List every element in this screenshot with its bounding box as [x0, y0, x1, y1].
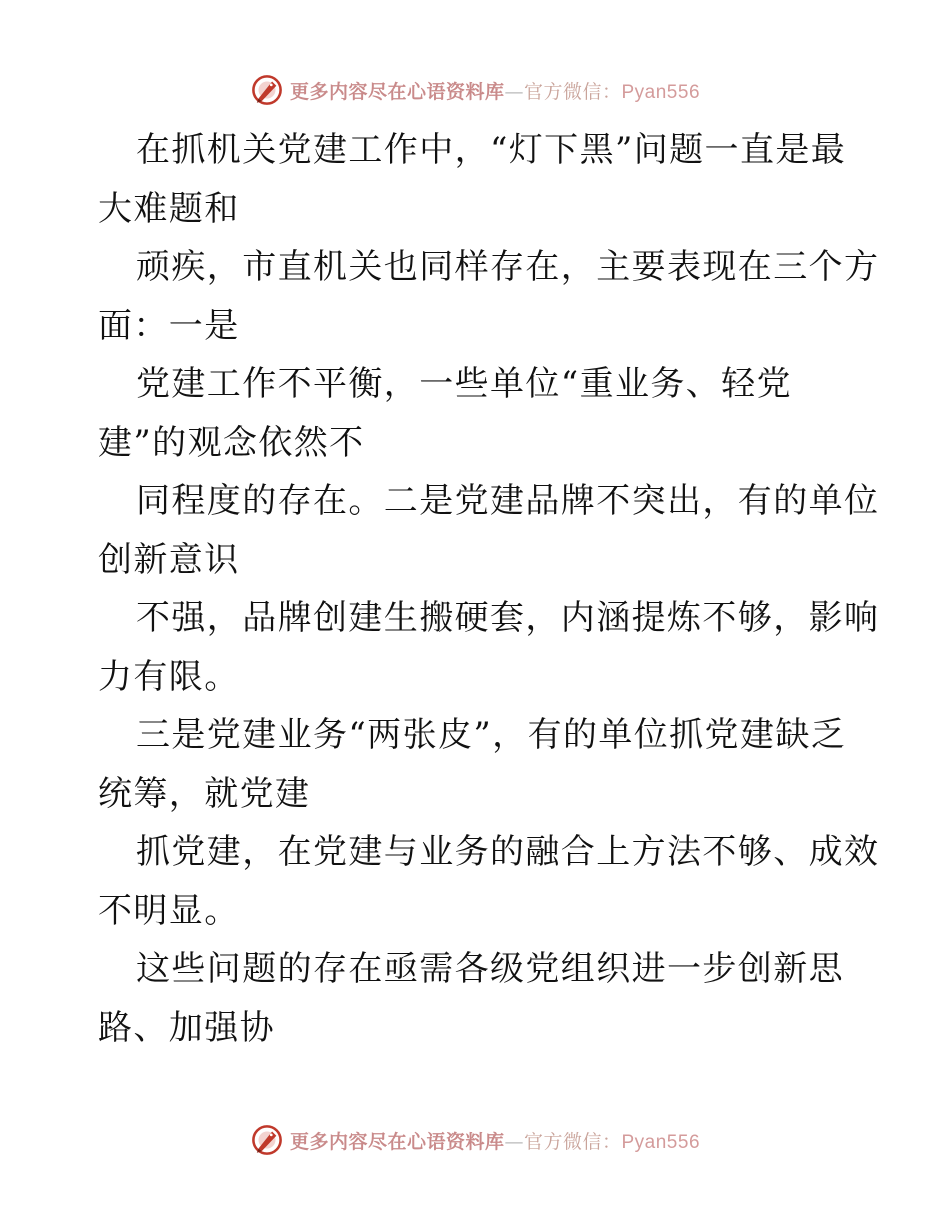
- text-line: 力有限。: [98, 656, 240, 697]
- text-line: 创新意识: [98, 539, 240, 580]
- banner-separator: —: [504, 80, 524, 103]
- text-line: 不强，品牌创建生搬硬套，内涵提炼不够，影响: [136, 598, 880, 638]
- footer-banner-inner: [250, 1123, 700, 1157]
- text-line: 面：一是: [98, 305, 240, 346]
- text-line: 这些问题的存在亟需各级党组织进一步创新思: [136, 949, 844, 989]
- footer-banner: [0, 1120, 950, 1160]
- banner-wechat-label: 官方微信：: [523, 80, 622, 103]
- pen-nib-circle-icon: [250, 1123, 284, 1157]
- header-banner: [0, 70, 950, 110]
- pen-nib-circle-icon: [250, 73, 284, 107]
- text-line: 建”的观念依然不: [98, 422, 365, 463]
- banner-wechat-id: Pyan556: [621, 81, 701, 103]
- header-banner-inner: [250, 73, 700, 107]
- text-line: 顽疾，市直机关也同样存在，主要表现在三个方: [136, 247, 880, 287]
- banner-text: [290, 77, 700, 104]
- text-line: 大难题和: [98, 188, 240, 229]
- banner-brand: 更多内容尽在心语资料库: [289, 80, 505, 103]
- text-line: 在抓机关党建工作中，“灯下黑”问题一直是最: [136, 130, 847, 170]
- text-line: 党建工作不平衡，一些单位“重业务、轻党: [136, 364, 792, 404]
- text-line: 抓党建，在党建与业务的融合上方法不够、成效: [136, 832, 880, 872]
- banner-brand: 更多内容尽在心语资料库: [289, 1130, 505, 1153]
- text-line: 三是党建业务“两张皮”，有的单位抓党建缺乏: [136, 715, 847, 755]
- banner-wechat-label: 官方微信：: [523, 1130, 622, 1153]
- banner-separator: —: [504, 1130, 524, 1153]
- banner-wechat-id: Pyan556: [621, 1131, 701, 1153]
- text-line: 不明显。: [98, 890, 240, 931]
- text-line: 同程度的存在。二是党建品牌不突出，有的单位: [136, 481, 880, 521]
- text-line: 统筹，就党建: [98, 773, 311, 814]
- document-body: [98, 121, 880, 1057]
- banner-text: [290, 1127, 700, 1154]
- text-line: 路、加强协: [98, 1007, 275, 1048]
